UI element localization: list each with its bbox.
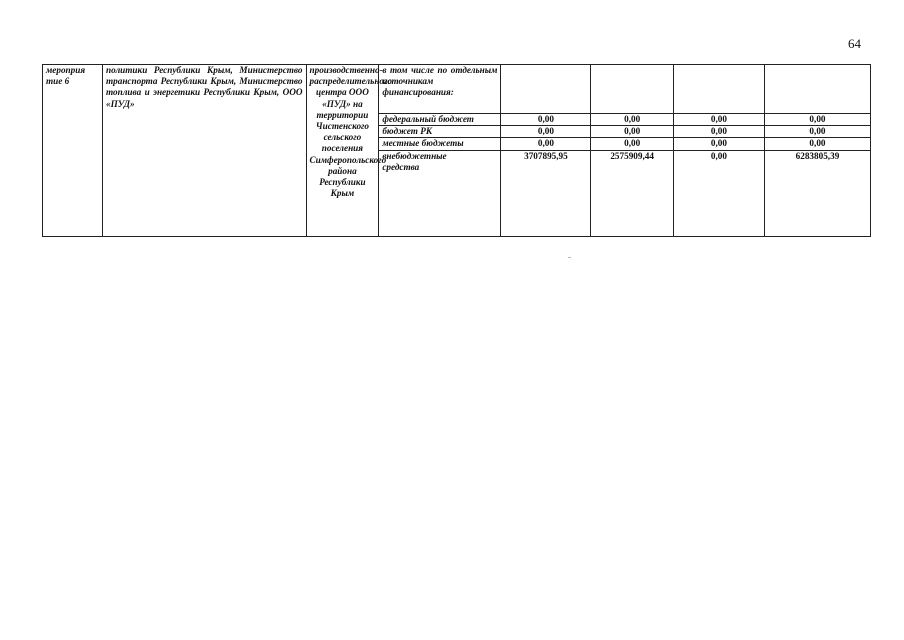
value-cell: 2575909,44 <box>591 150 673 236</box>
value-cell: 0,00 <box>591 114 673 126</box>
value-cell: 0,00 <box>764 114 870 126</box>
value-cell: 0,00 <box>591 138 673 150</box>
table-row <box>43 65 871 114</box>
scan-speck <box>568 257 571 258</box>
value-cell: 0,00 <box>501 126 591 138</box>
source-label: федеральный бюджет <box>379 114 501 126</box>
source-label: бюджет РК <box>379 126 501 138</box>
value-cell: 0,00 <box>764 126 870 138</box>
value-cell: 0,00 <box>673 114 764 126</box>
site-text: производственно-распределительного центра ООО «ПУД» на территории Чистенского сельского поселения Симферопольского района Республики Крым <box>309 65 393 199</box>
empty-cell <box>591 65 673 114</box>
page-number: 64 <box>848 36 861 51</box>
event-label: мероприятие 6 <box>46 65 86 87</box>
value-cell: 6283805,39 <box>764 150 870 236</box>
source-label: местные бюджеты <box>379 138 501 150</box>
executors-cell <box>102 65 306 237</box>
empty-cell <box>673 65 764 114</box>
value-cell: 0,00 <box>501 114 591 126</box>
source-header: в том числе по отдельным источникам финансирования: <box>382 65 498 98</box>
value-cell: 0,00 <box>673 126 764 138</box>
empty-cell <box>764 65 870 114</box>
value-cell: 0,00 <box>591 126 673 138</box>
value-cell: 3707895,95 <box>501 150 591 236</box>
source-header-cell <box>379 65 501 114</box>
value-cell: 0,00 <box>501 138 591 150</box>
value-cell: 0,00 <box>673 150 764 236</box>
source-label-text: внебюджетные средства <box>382 150 447 172</box>
budget-table <box>42 64 871 237</box>
value-cell: 0,00 <box>673 138 764 150</box>
source-label <box>379 150 501 236</box>
site-cell <box>306 65 393 237</box>
executors-text: политики Республики Крым, Министерство транспорта Республики Крым, Министерство топлива и энергетики Республики Крым, ООО «ПУД» <box>105 65 303 109</box>
value-cell: 0,00 <box>764 138 870 150</box>
event-cell <box>43 65 103 237</box>
empty-cell <box>501 65 591 114</box>
